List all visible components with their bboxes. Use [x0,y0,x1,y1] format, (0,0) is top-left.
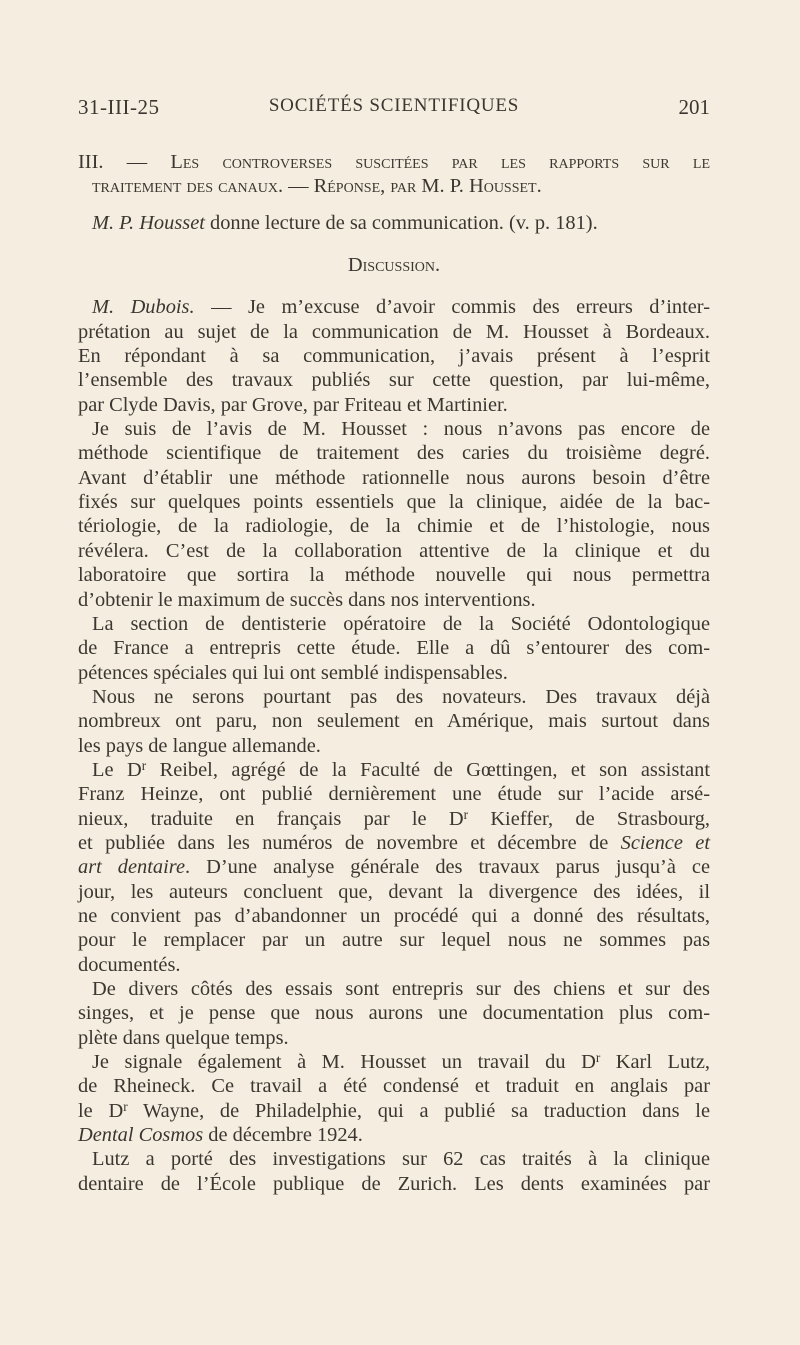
paragraph-line: Je suis de l’avis de M. Housset : nous n’avons pas encore de [92,418,710,441]
paragraph-line: de France a entrepris cette étude. Elle a dû s’entourer des com- [78,637,710,660]
intro-line [78,211,710,235]
paragraph-line: jour, les auteurs concluent que, devant la divergence des idées, il [78,880,710,903]
paragraph-line: par Clyde Davis, par Grove, par Friteau et Martinier. [78,393,508,416]
paragraph-line: pour le remplacer par un autre sur lequel nous ne sommes pas [78,929,710,952]
paragraph-line: ne convient pas d’abandonner un procédé qui a donné des résultats, [78,904,710,927]
paragraph-line: les pays de langue allemande. [78,734,321,757]
section-heading-line1: III. — Les controverses suscitées par les rapports sur le [78,151,710,173]
paragraph-line: De divers côtés des essais sont entrepris sur des chiens et sur des [92,978,710,1000]
paragraph-line: Lutz a porté des investigations sur 62 cas traités à la clinique [92,1148,710,1171]
header-date: 31-III-25 [78,95,160,119]
paragraph-line: Je signale également à M. Housset un travail du $D^r$ Karl Lutz, [92,1050,710,1074]
paragraph-line: Dental Cosmos de décembre 1924. [78,1124,363,1147]
page-number: 201 [678,95,710,119]
intro-speaker: M. P. Housset [92,211,205,234]
paragraph-line: singes, et je pense que nous aurons une documentation plus com- [78,1002,710,1025]
intro-text: donne lecture de sa communication. (v. p. 181). [204,211,598,234]
paragraph-line: et publiée dans les numéros de novembre et décembre de Science et [78,831,710,854]
discussion-heading: Discussion. [347,254,441,277]
paragraph-line: nombreux ont paru, non seulement en Amérique, mais surtout dans [78,710,710,733]
paragraph-line: laboratoire que sortira la méthode nouvelle qui nous permettra [78,564,710,587]
header-title: SOCIÉTÉS SCIENTIFIQUES [268,95,520,116]
paragraph-line: M. Dubois. — Je m’excuse d’avoir commis des erreurs d’inter- [92,296,710,319]
paragraph-line: nieux, traduite en français par le $D^r$ Kieffer, de Strasbourg, [78,806,710,830]
paragraph-line: documentés. [78,953,181,976]
paragraph-line: art dentaire. D’une analyse générale des travaux parus jusqu’à ce [78,856,710,879]
paragraph-line: tériologie, de la radiologie, de la chimie et de l’histologie, nous [78,515,710,538]
paragraph-line: révélera. C’est de la collaboration attentive de la clinique et du [78,539,710,562]
paragraph-line: En répondant à sa communication, j’avais présent à l’esprit [78,345,710,368]
paragraph-line: pétences spéciales qui lui ont semblé indispensables. [78,661,508,684]
running-head [78,95,710,125]
paragraph-line: fixés sur quelques points essentiels que la clinique, aidée de la bac- [78,491,710,514]
paragraph-line: méthode scientifique de traitement des caries du troisième degré. [78,442,710,465]
body-text [78,150,710,1196]
speaker-name: M. Dubois. [92,296,195,319]
paragraph-line: Franz Heinze, ont publié dernièrement une étude sur l’acide arsé- [78,783,710,806]
paragraph-line: le $D^r$ Wayne, de Philadelphie, qui a publié sa traduction dans le [78,1098,710,1122]
paragraph-line: prétation au sujet de la communication de M. Housset à Bordeaux. [78,320,710,343]
paragraph-line: Le $D^r$ Reibel, agrégé de la Faculté de Gœttingen, et son assistant [92,757,710,781]
paragraph-line: d’obtenir le maximum de succès dans nos interventions. [78,588,536,611]
paragraph-line: l’ensemble des travaux publiés sur cette question, par lui-même, [78,369,710,392]
paragraph-line: de Rheineck. Ce travail a été condensé et traduit en anglais par [78,1075,710,1098]
paragraph-line: La section de dentisterie opératoire de la Société Odontologique [92,612,710,635]
paragraph-line: plète dans quelque temps. [78,1026,289,1049]
section-heading-line2: traitement des canaux. — Réponse, par M. P. Housset. [92,175,542,198]
paragraph-line: Nous ne serons pourtant pas des novateurs. Des travaux déjà [92,685,710,708]
paragraph-line: Avant d’établir une méthode rationnelle nous aurons besoin d’être [78,466,710,489]
paragraph-line: dentaire de l’École publique de Zurich. Les dents examinées par [78,1172,710,1195]
